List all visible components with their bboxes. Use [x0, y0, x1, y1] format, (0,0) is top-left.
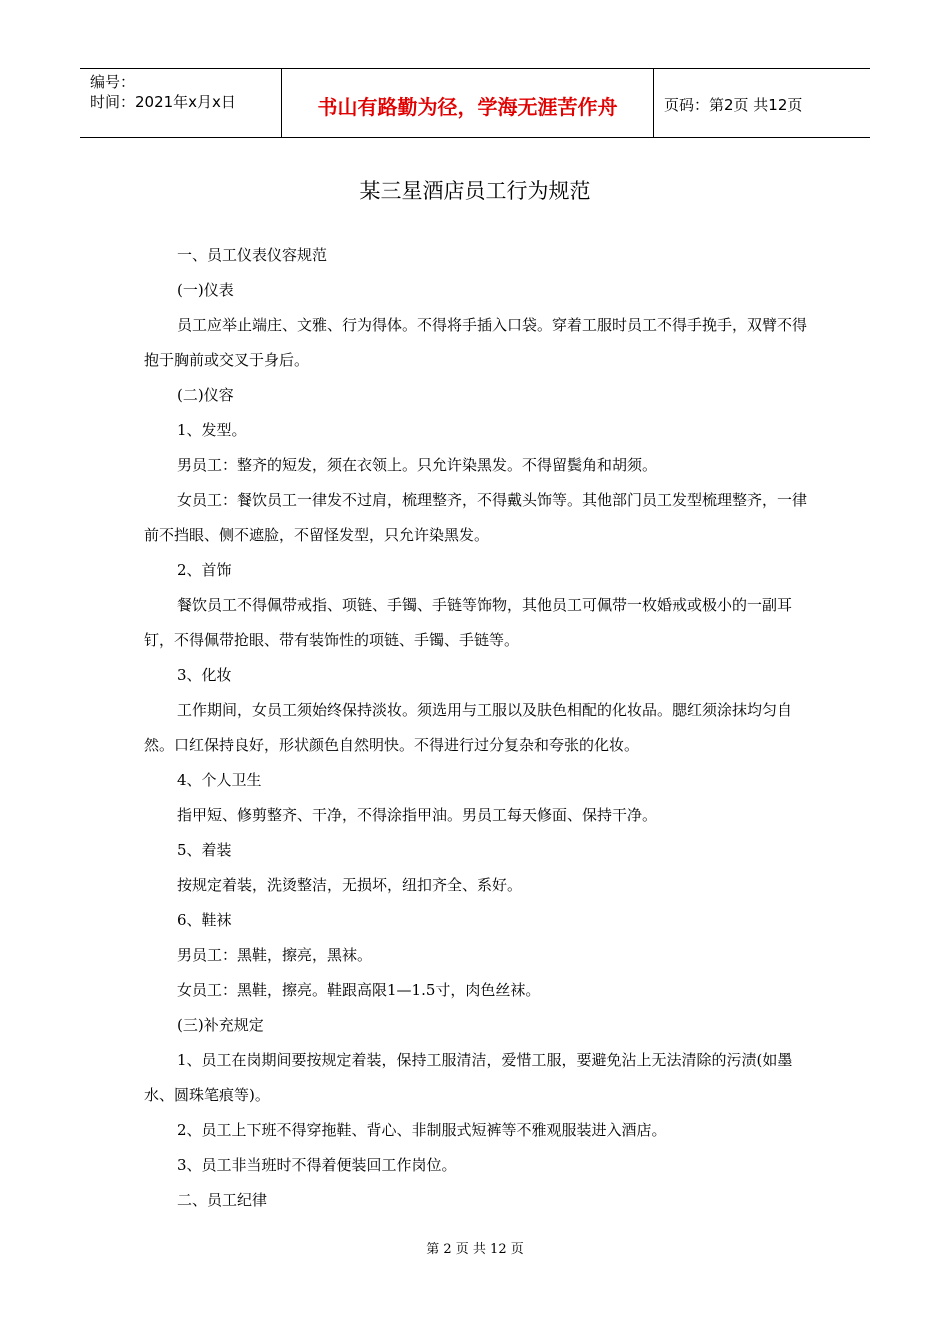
header-meta-cell	[80, 69, 282, 137]
paragraph: 二、员工纪律	[177, 1191, 268, 1209]
paragraph: 男员工：黑鞋，擦亮，黑袜。	[177, 946, 373, 964]
paragraph: 2、首饰	[177, 561, 232, 579]
paragraph: 6、鞋袜	[177, 911, 232, 929]
document-header	[80, 68, 870, 138]
header-motto: 书山有路勤为径，学海无涯苦作舟	[282, 69, 654, 137]
paragraph: 5、着装	[177, 841, 232, 859]
paragraph: 2、员工上下班不得穿拖鞋、背心、非制服式短裤等不雅观服装进入酒店。	[177, 1121, 667, 1139]
paragraph: 餐饮员工不得佩带戒指、项链、手镯、手链等饰物，其他员工可佩带一枚婚戒或极小的一副耳钉，不得佩带抢眼、带有装饰性的项链、手镯、手链等。	[144, 596, 793, 649]
paragraph: (三)补充规定	[177, 1016, 264, 1034]
page-footer: 第 2 页 共 12 页	[426, 1242, 524, 1257]
document-body	[144, 238, 808, 1218]
paragraph: 男员工：整齐的短发，须在衣领上。只允许染黑发。不得留鬓角和胡须。	[177, 456, 658, 474]
header-page-label: 页码：第2页 共12页	[664, 95, 803, 114]
paragraph: 女员工：餐饮员工一律发不过肩，梳理整齐，不得戴头饰等。其他部门员工发型梳理整齐，一律前不挡眼、侧不遮脸，不留怪发型，只允许染黑发。	[144, 491, 808, 544]
paragraph: (二)仪容	[177, 386, 234, 404]
paragraph: 指甲短、修剪整齐、干净，不得涂指甲油。男员工每天修面、保持干净。	[177, 806, 658, 824]
header-number-label: 编号：	[90, 73, 136, 91]
paragraph: 1、发型。	[177, 421, 247, 439]
document-title: 某三星酒店员工行为规范	[359, 179, 591, 203]
paragraph: 工作期间，女员工须始终保持淡妆。须选用与工服以及肤色相配的化妆品。腮红须涂抹均匀自然。口红保持良好，形状颜色自然明快。不得进行过分复杂和夸张的化妆。	[144, 701, 793, 754]
paragraph: 一、员工仪表仪容规范	[177, 246, 328, 264]
paragraph: 按规定着装，洗烫整洁，无损坏，纽扣齐全、系好。	[177, 876, 523, 894]
paragraph: 女员工：黑鞋，擦亮。鞋跟高限1—1.5寸，肉色丝袜。	[177, 981, 541, 999]
paragraph: 1、员工在岗期间要按规定着装，保持工服清洁，爱惜工服，要避免沾上无法清除的污渍(如墨水、圆珠笔痕等)。	[144, 1051, 793, 1104]
header-time-label: 时间：2021年x月x日	[90, 93, 236, 111]
paragraph: 3、员工非当班时不得着便装回工作岗位。	[177, 1156, 457, 1174]
paragraph: 员工应举止端庄、文雅、行为得体。不得将手插入口袋。穿着工服时员工不得手挽手，双臂不得抱于胸前或交叉于身后。	[144, 316, 808, 369]
paragraph: (一)仪表	[177, 281, 234, 299]
paragraph: 4、个人卫生	[177, 771, 262, 789]
paragraph: 3、化妆	[177, 666, 232, 684]
